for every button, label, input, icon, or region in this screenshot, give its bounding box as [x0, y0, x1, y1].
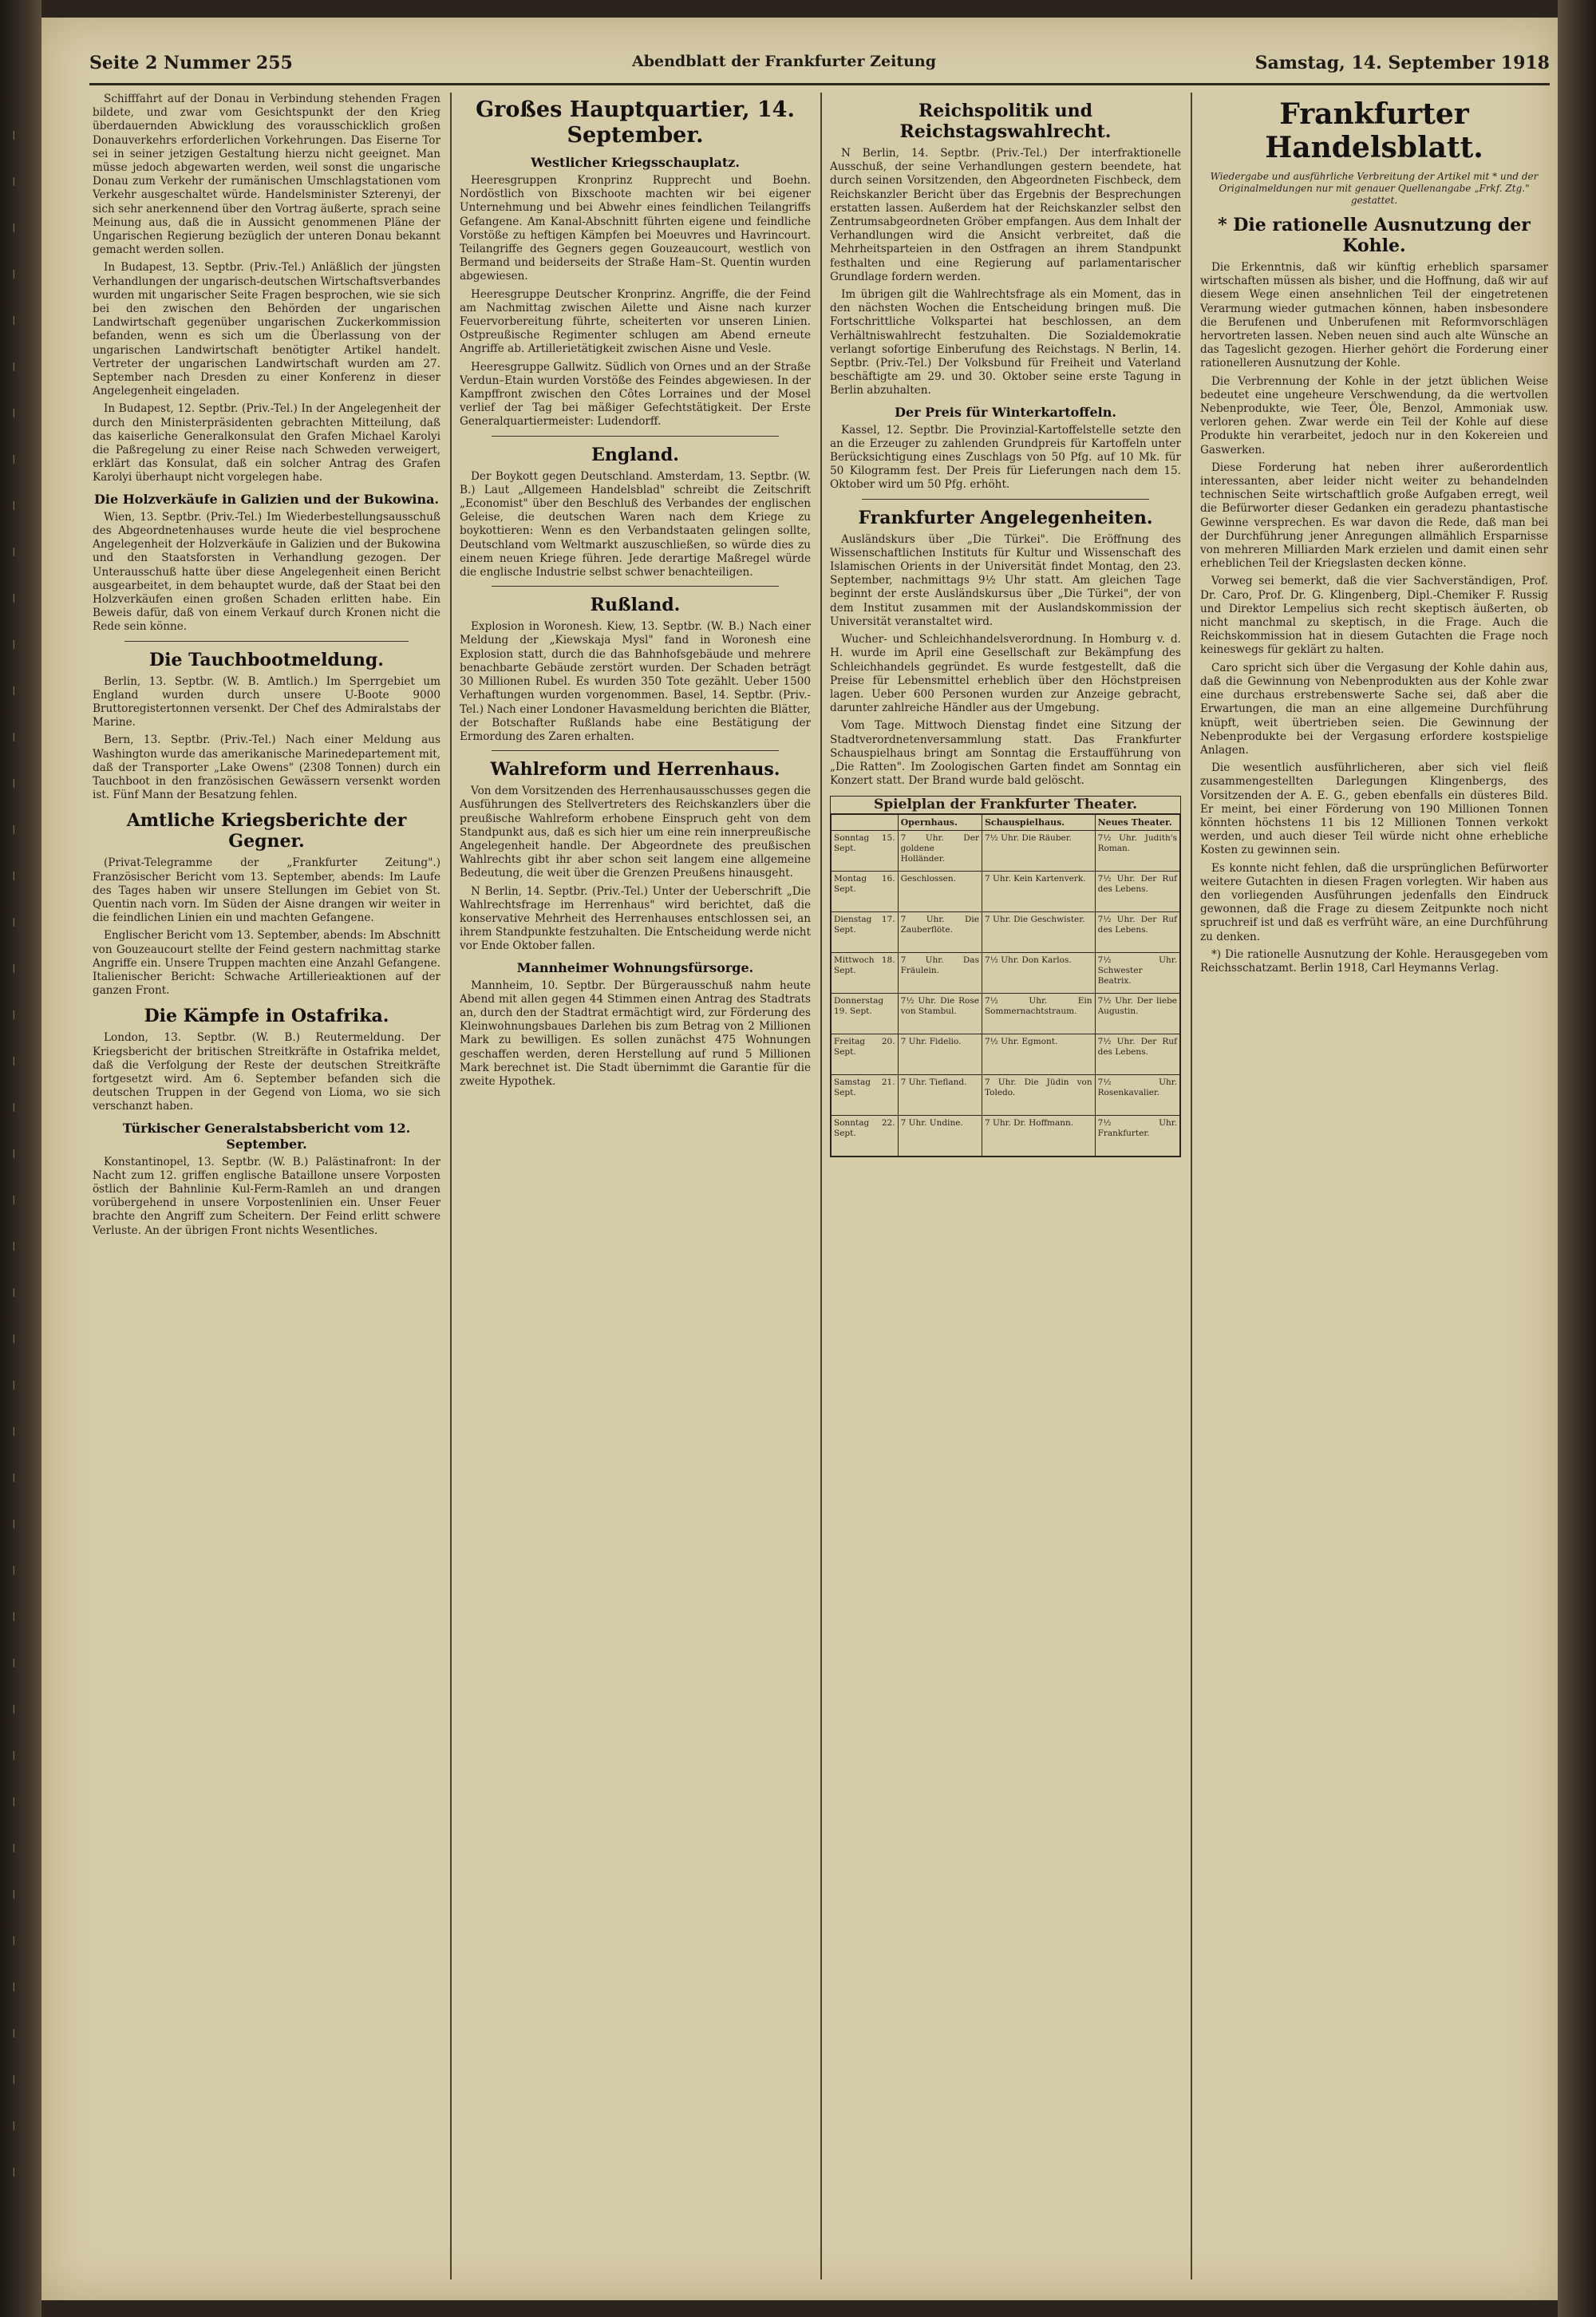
col3-text-1: N Berlin, 14. Septbr. (Priv.-Tel.) Der interfraktionelle Ausschuß, der seine Verhandlungen gestern beendete, hat durch seinen Vorsitzenden, den Abgeordneten Fischbeck, dem Reichskanzler Bericht über das Ergebnis der Besprechungen erstatten lassen. Außerdem hat der Reichskanzler selbst den Zentrumsabgeordneten Gröber empfangen. Aus dem Inhalt der Verhandlungen wird die Ansicht verbreitet, daß die Mehrheitsparteien in den Ostfragen an ihrem Standpunkt festhalten und eine Regierung auf parlamentarischer Grundlage fordern werden. — [830, 147, 1181, 283]
theater-cell: Samstag 21. Sept. — [832, 1075, 899, 1116]
col4-notice: Wiedergabe und ausführliche Verbreitung der Artikel mit * und der Originalmeldungen nur mit genauer Quellenangabe „Frkf. Ztg." gestattet. — [1210, 171, 1539, 206]
col1-text-10: Konstantinopel, 13. Septbr. (W. B.) Palästinafront: In der Nacht zum 12. griffen englische Bataillone unsere Vorposten östlich der Bahnlinie Kul-Ferm-Ramleh an und drangen vorübergehend in unsere Vorpostenlinien ein. Unser Feuer brachte den Angriff zum Scheitern. Der Feind erlitt schwere Verluste. An der übrigen Front nichts Wesentliches. — [93, 1155, 440, 1237]
col1-text-6: Bern, 13. Septbr. (Priv.-Tel.) Nach einer Meldung aus Washington wurde das amerikanische Marinedepartement mit, daß der Transporter „Lake Owens" (2308 Tonnen) durch ein Tauchboot in den französischen Gewässern versenkt worden ist. Fünf Mann der Besatzung fehlen. — [93, 733, 440, 802]
col2-text-5: Explosion in Woronesh. Kiew, 13. Septbr. (W. B.) Nach einer Meldung der „Kiewskaja Mysl" fand in Woronesh eine Explosion statt, durch die das Bahnhofsgebäude und mehrere benachbarte Gebäude zerstört wurden. Der Schaden beträgt 30 Millionen Rubel. Es wurden 350 Tote gezählt. Ueber 1500 Verhaftungen wurden vorgenommen. Basel, 14. Septbr. (Priv.-Tel.) Nach einer Londoner Havasmeldung berichten die Blätter, der Botschafter Rußlands habe eine Bestätigung der Ermordung des Zaren erhalten. — [460, 620, 811, 743]
column-divider-2 — [820, 93, 822, 2279]
theater-cell: Geschlossen. — [898, 872, 982, 912]
col3-heading-angelegenheiten: Frankfurter Angelegenheiten. — [858, 507, 1153, 528]
theater-cell: Donnerstag 19. Sept. — [832, 994, 899, 1034]
col4-text-5: Caro spricht sich über die Vergasung der Kohle dahin aus, daß die Gewinnung von Nebenprodukten aus der Kohle zwar eine durchaus erstrebenswerte Sache sei, daß aber die Erwartungen, die man an eine allgemeine Durchführung knüpft, weit übertrieben seien. Die Gewinnung der Nebenprodukte bei der Vergasung erfordere kostspielige Anlagen. — [1200, 661, 1548, 757]
col1-heading-gegner: Amtliche Kriegsberichte der Gegner. — [126, 810, 407, 852]
theater-cell: Sonntag 15. Sept. — [832, 831, 899, 872]
col1-heading-tauchboot: Die Tauchbootmeldung. — [149, 649, 384, 670]
issue-date: Samstag, 14. September 1918 — [1254, 53, 1550, 73]
col3-text-3: Kassel, 12. Septbr. Die Provinzial-Kartoffelstelle setzte den an die Erzeuger zu zahlenden Grundpreis für Kartoffeln unter Berücksichtigung eines Zuschlags von 50 Pfg. auf 10 Mk. für 50 Kilogramm fest. Der Preis für Lieferungen nach dem 15. Oktober wird um 50 Pfg. erhöht. — [830, 423, 1181, 492]
col2-heading-wahlreform: Wahlreform und Herrenhaus. — [490, 759, 780, 781]
col2-heading-hauptquartier: Großes Hauptquartier, 14. September. — [476, 97, 795, 148]
theater-cell: 7 Uhr. Der goldene Holländer. — [898, 831, 982, 872]
theater-cell: 7½ Uhr. Schwester Beatrix. — [1095, 953, 1179, 994]
theater-row — [832, 912, 1180, 953]
paper-title: Abendblatt der Frankfurter Zeitung — [632, 53, 937, 70]
col2-text-2: Heeresgruppe Deutscher Kronprinz. Angriffe, die der Feind am Nachmittag zwischen Ailette und Aisne nach kurzer Feuervorbereitung führte, scheiterten vor unseren Linien. Ostpreußische Regimenter schlugen am Abend erneute Angriffe ab. Artillerietätigkeit zwischen Aisne und Vesle. — [460, 287, 811, 356]
theater-table — [831, 814, 1180, 1157]
col4-heading-kohle: * Die rationelle Ausnutzung der Kohle. — [1218, 215, 1531, 256]
col3-text-6: Vom Tage. Mittwoch Dienstag findet eine Sitzung der Stadtverordnetenversammlung statt. Das Frankfurter Schauspielhaus bringt am Sonntag die Erstaufführung von „Die Ratten". Im Zoologischen Garten findet am Sonntag ein Konzert statt. Der Brand wurde bald gelöscht. — [830, 719, 1181, 788]
theater-cell: 7 Uhr. Dr. Hoffmann. — [982, 1116, 1095, 1157]
theater-col-opera: Opernhaus. — [898, 815, 982, 831]
col3-text-2: Im übrigen gilt die Wahlrechtsfrage als ein Moment, das in den nächsten Wochen die Entscheidung bringen muß. Die Fortschrittliche Volkspartei hat beschlossen, an dem Verhältniswahlrecht festzuhalten. Die Sozialdemokratie verlangt sofortige Einberufung des Reichstags. N Berlin, 14. Septbr. (Priv.-Tel.) Der Volksbund für Freiheit und Vaterland beschäftigte am 29. und 30. Oktober seine erste Tagung in Berlin abzuhalten. — [830, 288, 1181, 397]
theater-cell: 7½ Uhr. Egmont. — [982, 1034, 1095, 1075]
col2-heading-england: England. — [591, 444, 679, 465]
theater-cell: 7½ Uhr. Judith's Roman. — [1095, 831, 1179, 872]
theater-cell: 7 Uhr. Undine. — [898, 1116, 982, 1157]
theater-title: Spielplan der Frankfurter Theater. — [831, 797, 1180, 814]
theater-cell: Freitag 20. Sept. — [832, 1034, 899, 1075]
col2-heading-russland: Rußland. — [590, 595, 681, 616]
theater-cell: Mittwoch 18. Sept. — [832, 953, 899, 994]
theater-cell: 7 Uhr. Die Zauberflöte. — [898, 912, 982, 953]
column-4 — [1200, 93, 1548, 2279]
col2-text-1: Heeresgruppen Kronprinz Rupprecht und Boehn. Nordöstlich von Bixschoote machten wir bei eigener Unternehmung und bei Abwehr eines feindlichen Teilangriffs Gefangene. Am Kanal-Abschnitt führten eigene und feindliche Vorstöße zu heftigen Kämpfen bei Moeuvres und Havrincourt. Teilangriffe des Gegners gegen Gouzeaucourt, westlich von Bermand und beiderseits der Straße Ham–St. Quentin wurden abgewiesen. — [460, 174, 811, 283]
theater-row — [832, 831, 1180, 872]
col2-text-8: Mannheim, 10. Septbr. Der Bürgerausschuß nahm heute Abend mit allen gegen 44 Stimmen einen Antrag des Stadtrats an, durch den der Stadtrat ermächtigt wird, zur Förderung des Kleinwohnungsbaues Darlehen bis zum Betrag von 2 Millionen Mark zu bewilligen. Es sollen zunächst 475 Wohnungen geschaffen werden, deren Herstellung auf rund 5 Millionen Mark berechnet ist. Die Stadt übernimmt die Garantie für die zweite Hypothek. — [460, 979, 811, 1088]
col1-text-1: Schifffahrt auf der Donau in Verbindung stehenden Fragen bildete, und zwar vom Gesichtspunkt der den Krieg überdauernden Abwicklung des vorausschicklich großen Donauverkehrs erforderlichen Vorkehrungen. Das Eiserne Tor sei in seiner jetzigen Gestaltung hierzu nicht geeignet. Man müsse jedoch abgewarten werden, weil sonst die ungarische Donau zum Verkehr der rumänischen Umschlagstationen vom Verkehr ausgeschaltet würde. Handelsminister Szterenyi, der sich sehr anerkennend über den Vortrag äußerte, sprach seine Meinung aus, daß die in Aussicht genommenen Pläne der Ungarischen Regierung bezüglich der unteren Donau bekannt gemacht werden sollen. — [93, 93, 440, 257]
theater-row — [832, 872, 1180, 912]
book-binding — [0, 0, 41, 2317]
col3-heading-wintertarif: Der Preis für Winterkartoffeln. — [895, 404, 1116, 420]
theater-cell: 7½ Uhr. Rosenkavalier. — [1095, 1075, 1179, 1116]
theater-cell: 7½ Uhr. Die Rose von Stambul. — [898, 994, 982, 1034]
binding-stitches: | | | | | | | | | | | | | | | | | | | | | | | | | | | | | | | | | | | | | | | | | | | | | — [11, 129, 17, 2177]
theater-cell: Montag 16. Sept. — [832, 872, 899, 912]
theater-cell: 7 Uhr. Das Fräulein. — [898, 953, 982, 994]
column-divider-1 — [450, 93, 452, 2279]
theater-col-schauspiel: Schauspielhaus. — [982, 815, 1095, 831]
col1-text-3: In Budapest, 12. Septbr. (Priv.-Tel.) In der Angelegenheit der durch den Ministerpräsidenten gebrachten Mitteilung, daß das kaiserliche Generalkonsulat den Grafen Michael Karolyi die Paßregelung zu einer Reise nach Schweden verweigert, erklärt das Konsulat, daß ein solcher Antrag des Grafen Karolyi überhaupt nicht vorgelegen habe. — [93, 402, 440, 484]
col1-text-7: (Privat-Telegramme der „Frankfurter Zeitung".) Französischer Bericht vom 13. September, abends: Im Laufe des Tages haben wir unsere Stellungen im Gebiet von St. Quentin nach vorn. Im Süden der Aisne drangen wir weiter in die feindlichen Linien ein und machten Gefangene. — [93, 856, 440, 925]
theater-cell: 7 Uhr. Tiefland. — [898, 1075, 982, 1116]
col2-text-3: Heeresgruppe Gallwitz. Südlich von Ornes und an der Straße Verdun–Etain wurden Vorstöße des Feindes abgewiesen. In der Kampffront zwischen den Côtes Lorraines und der Mosel verlief der Tag bei mäßiger Gefechtstätigkeit. Der Erste Generalquartiermeister: Ludendorff. — [460, 360, 811, 429]
theater-cell: 7½ Uhr. Der Ruf des Lebens. — [1095, 872, 1179, 912]
column-3 — [830, 93, 1181, 2279]
theater-col-neues: Neues Theater. — [1095, 815, 1179, 831]
col4-text-6: Die wesentlich ausführlicheren, aber sich viel fleiß zusammengestellten Darlegungen Klingenbergs, des Vorsitzenden der A. E. G., geben ebenfalls ein düsteres Bild. Er meint, bei einer Förderung von 190 Millionen Tonnen könnten höchstens 11 bis 12 Millionen Tonnen verkokt werden, und auch dieser Teil würde nicht ohne erhebliche Kosten zu gewinnen sein. — [1200, 761, 1548, 857]
col2-text-7: N Berlin, 14. Septbr. (Priv.-Tel.) Unter der Ueberschrift „Die Wahlrechtsfrage im Herrenhaus" wird berichtet, daß die konservative Mehrheit des Herrenhauses entschlossen sei, an ihrem Standpunkte festzuhalten. Die Entscheidung werde nicht vor Ende Oktober fallen. — [460, 884, 811, 953]
page-header — [89, 46, 1550, 78]
col4-heading-handelsblatt: Frankfurter Handelsblatt. — [1265, 97, 1483, 164]
theater-cell: 7 Uhr. Fidelio. — [898, 1034, 982, 1075]
theater-cell: 7½ Uhr. Die Räuber. — [982, 831, 1095, 872]
col3-heading-reichspolitik: Reichspolitik und Reichstagswahlrecht. — [899, 101, 1112, 142]
col1-text-9: London, 13. Septbr. (W. B.) Reutermeldung. Der Kriegsbericht der britischen Streitkräfte in Ostafrika meldet, daß die Verfolgung der Reste der deutschen Streitkräfte fortgesetzt wird. Am 6. September befanden sich die deutschen Truppen in der Gegend von Lioma, wo sie sich verschanzt haben. — [93, 1031, 440, 1113]
column-divider-3 — [1191, 93, 1192, 2279]
theater-header-row — [832, 815, 1180, 831]
header-rule — [89, 83, 1550, 85]
col1-text-8: Englischer Bericht vom 13. September, abends: Im Abschnitt von Gouzeaucourt stellte der Feind gestern nachmittag starke Angriffe ein. Unsere Truppen machten eine Anzahl Gefangene. Italienischer Bericht: Schwache Artillerieaktionen auf der ganzen Front. — [93, 929, 440, 998]
col1-text-5: Berlin, 13. Septbr. (W. B. Amtlich.) Im Sperrgebiet um England wurden durch unsere U-Boote 9000 Bruttoregistertonnen versenkt. Der Chef des Admiralstabs der Marine. — [93, 674, 440, 729]
col4-footnote: *) Die rationelle Ausnutzung der Kohle. Herausgegeben vom Reichsschatzamt. Berlin 1918, Carl Heymanns Verlag. — [1200, 947, 1548, 975]
theater-col-day — [832, 815, 899, 831]
col1-text-4: Wien, 13. Septbr. (Priv.-Tel.) Im Wiederbestellungsausschuß des Abgeordnetenhauses wurde heute die viel besprochene Angelegenheit der Holzverkäufe in Galizien und der Bukowina und den Staatsforsten in Verhandlung gezogen. Der Unterausschuß hatte über diese Angelegenheit einen Bericht ausgearbeitet, in dem behauptet wurde, daß der Staat bei den Holzverkäufen einen großen Schaden erlitten habe. Ein Beweis dafür, daß von einem Verkauf durch Kronen nicht die Rede sein könne. — [93, 510, 440, 634]
page-number: Seite 2 Nummer 255 — [89, 53, 293, 73]
theater-schedule — [830, 796, 1181, 1157]
theater-row — [832, 1034, 1180, 1075]
col1-heading-ostafrika: Die Kämpfe in Ostafrika. — [144, 1006, 389, 1027]
col1-text-2: In Budapest, 13. Septbr. (Priv.-Tel.) Anläßlich der jüngsten Verhandlungen der ungarisch-deutschen Wirtschaftsverbandes wurden mit ungarischer Seite Fragen besprochen, wie sie sich bei den zwischen den Behörden der ungarischen Landwirtschaft gegenüber ungarischen Zuckerkommission befanden, wenn es sich um die Überlassung von der ungarischen Landwirtschaft benötigter Artikel handelt. Vertreter der ungarischen Landwirtschaft wurden am 27. September nach Dresden zu einer Konferenz in dieser Angelegenheit eingeladen. — [93, 261, 440, 398]
col1-heading-tuerk: Türkischer Generalstabsbericht vom 12. September. — [122, 1120, 411, 1152]
col2-heading-wohnung: Mannheimer Wohnungsfürsorge. — [516, 959, 754, 975]
theater-cell: Dienstag 17. Sept. — [832, 912, 899, 953]
theater-row — [832, 953, 1180, 994]
theater-cell: 7½ Uhr. Der Ruf des Lebens. — [1095, 912, 1179, 953]
col4-text-1: Die Erkenntnis, daß wir künftig erheblich sparsamer wirtschaften müssen als bisher, und die Hoffnung, daß wir auf diesem Wege einen ansehnlichen Teil der eingetretenen Verarmung wieder gutmachen können, haben insbesondere die Berufenen und Unberufenen mit Reformvorschlägen hervortreten lassen. Neben neuen sind auch alte Wünsche an das Tageslicht gezogen. Hierher gehört die Forderung einer rationelleren Ausnutzung der Kohle. — [1200, 261, 1548, 370]
theater-cell: 7 Uhr. Die Geschwister. — [982, 912, 1095, 953]
column-1 — [93, 93, 440, 2279]
col4-text-2: Die Verbrennung der Kohle in der jetzt üblichen Weise bedeutet eine ungeheure Verschwendung, da die wertvollen Nebenprodukte, wie Teer, Öle, Benzol, Ammoniak usw. verloren gehen. Zwar werde ein Teil der Kohle auf diese Produkte hin verarbeitet, jedoch nur in den Kokereien und Gaswerken. — [1200, 374, 1548, 457]
theater-cell: 7½ Uhr. Frankfurter. — [1095, 1116, 1179, 1157]
col2-subheading-west: Westlicher Kriegsschauplatz. — [531, 155, 740, 170]
theater-cell: 7 Uhr. Die Jüdin von Toledo. — [982, 1075, 1095, 1116]
theater-row — [832, 1075, 1180, 1116]
col4-text-3: Diese Forderung hat neben ihrer außerordentlich interessanten, aber leider nicht weiter zu behandelnden technischen Seite wirtschaftlich große Aufgaben erregt, weil die Befürworter dieser Gedanken ein geradezu phantastische Gewinne versprechen. Es war davon die Rede, daß man bei der Durchführung jener Anregungen allmählich Ersparnisse von mehreren Milliarden Mark erzielen und damit einen sehr erheblichen Teil der Kriegslasten decken könne. — [1200, 461, 1548, 571]
theater-cell: 7½ Uhr. Der liebe Augustin. — [1095, 994, 1179, 1034]
theater-cell: Sonntag 22. Sept. — [832, 1116, 899, 1157]
theater-cell: 7 Uhr. Kein Kartenverk. — [982, 872, 1095, 912]
column-2 — [460, 93, 811, 2279]
col4-text-7: Es konnte nicht fehlen, daß die ursprünglichen Befürworter weitere Gutachten in diesen Fragen vorlegten. Wir haben aus den vorliegenden Ausführungen jedenfalls den Eindruck gewonnen, daß die Frage zu diesem Zeitpunkte noch nicht spruchreif ist und daß es verfrüht wäre, an eine Durchführung zu denken. — [1200, 861, 1548, 943]
theater-row — [832, 1116, 1180, 1157]
page-edge — [1558, 0, 1596, 2317]
col2-text-4: Der Boykott gegen Deutschland. Amsterdam, 13. Septbr. (W. B.) Laut „Allgemeen Handelsblad" schreibt die Zeitschrift „Economist" über den Beschluß des Verbandes der englischen Geleise, die deutschen Waren nach dem Kriege zu boykottieren: Wenn es den Verbandstaaten gelingen sollte, Deutschland vom Weltmarkt auszuschließen, so würde dies zu einem neuen Kriege führen. Jede derartige Maßregel würde die englische Industrie selbst schwer benachteiligen. — [460, 469, 811, 579]
col2-text-6: Von dem Vorsitzenden des Herrenhausausschusses gegen die Ausführungen des Stellvertreters des Reichskanzlers über die preußische Wahlreform erhobene Einspruch geht von dem Standpunkt aus, daß es sich hier um eine rein innerpreußische Angelegenheit handle. Der Abgeordnete des preußischen Wahlrechts gibt ihr aber schon seit langem eine allgemeine Bedeutung, die weit über die Grenzen Preußens hinausgeht. — [460, 785, 811, 880]
theater-cell: 7½ Uhr. Don Karlos. — [982, 953, 1095, 994]
theater-cell: 7½ Uhr. Der Ruf des Lebens. — [1095, 1034, 1179, 1075]
theater-row — [832, 994, 1180, 1034]
col4-text-4: Vorweg sei bemerkt, daß die vier Sachverständigen, Prof. Dr. Caro, Prof. Dr. G. Klingenberg, Dipl.-Chemiker F. Russig und Direktor Lempelius sich recht skeptisch äußerten, ob nicht manchmal zu skeptisch, in die Frage. Auch die Reichskommission hat in diesem Gutachten die Frage noch keineswegs für geklärt zu halten. — [1200, 575, 1548, 657]
col3-text-5: Wucher- und Schleichhandelsverordnung. In Homburg v. d. H. wurde im April eine Gesellschaft zur Bekämpfung des Schleichhandels gegründet. Es wurde festgestellt, daß die Preise für Lebensmittel erheblich über den Höchstpreisen lagen. Ueber 600 Personen wurden zur Anzeige gebracht, darunter zahlreiche Händler aus der Umgebung. — [830, 633, 1181, 715]
col3-text-4: Ausländskurs über „Die Türkei". Die Eröffnung des Wissenschaftlichen Instituts für Kultur und Wissenschaft des Islamischen Orients in der Universität findet Montag, den 23. September, nachmittags 9½ Uhr statt. Am gleichen Tage beginnt der erste Ausländskursus über „Die Türkei", der von dem Institut zusammen mit der Auslandskommission der Universität veranstaltet wird. — [830, 532, 1181, 628]
theater-cell: 7½ Uhr. Ein Sommernachtstraum. — [982, 994, 1095, 1034]
col1-heading-holz: Die Holzverkäufe in Galizien und der Bukowina. — [93, 491, 440, 507]
